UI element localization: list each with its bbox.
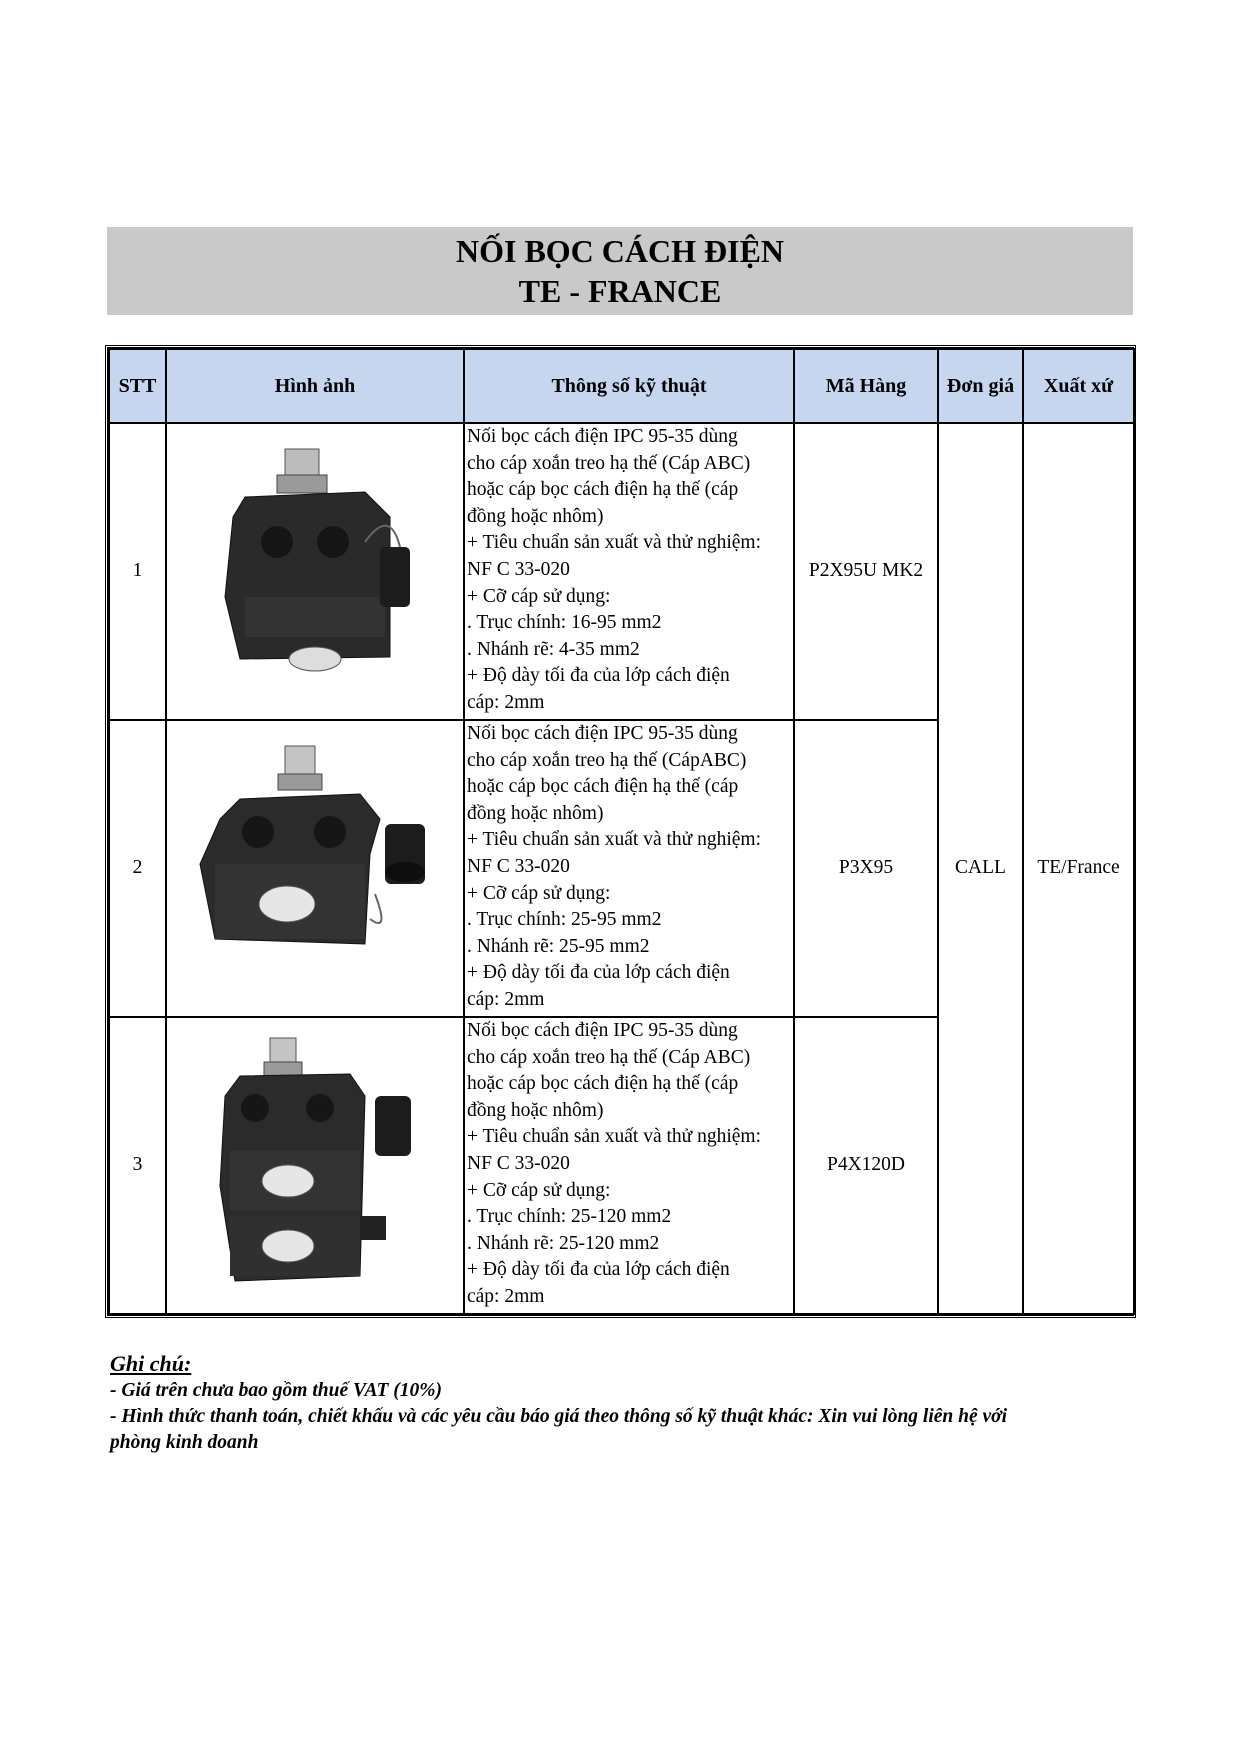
col-header-image: Hình ảnh	[166, 349, 464, 423]
spec-line: + Tiêu chuẩn sản xuất và thử nghiệm:	[467, 1126, 761, 1148]
spec-line: cáp: 2mm	[467, 1285, 545, 1307]
spec-line: NF C 33-020	[467, 855, 570, 877]
spec-line: + Tiêu chuẩn sản xuất và thử nghiệm:	[467, 829, 761, 851]
spec-line: . Trục chính: 25-95 mm2	[467, 909, 662, 931]
connector-p3x95-image	[190, 744, 440, 984]
spec-cell	[464, 1017, 794, 1314]
spec-line: + Độ dày tối đa của lớp cách điện	[467, 1259, 730, 1281]
table-header-row	[109, 349, 1134, 423]
product-image	[166, 720, 464, 1017]
col-header-spec: Thông số kỹ thuật	[464, 349, 794, 423]
spec-line: cho cáp xoắn treo hạ thế (Cáp ABC)	[467, 452, 751, 474]
row-stt: 1	[109, 423, 166, 720]
spec-line: hoặc cáp bọc cách điện hạ thế (cáp	[467, 776, 739, 798]
col-header-price: Đơn giá	[938, 349, 1023, 423]
connector-p2x95-image	[215, 447, 415, 687]
spec-line: . Nhánh rẽ: 25-120 mm2	[467, 1232, 660, 1254]
spec-line: . Nhánh rẽ: 25-95 mm2	[467, 935, 650, 957]
origin-cell: TE/France	[1023, 423, 1134, 1314]
spec-line: cáp: 2mm	[467, 691, 545, 713]
spec-line: Nối bọc cách điện IPC 95-35 dùng	[467, 426, 738, 447]
product-image	[166, 1017, 464, 1314]
spec-line: + Cỡ cáp sử dụng:	[467, 585, 611, 607]
spec-line: . Trục chính: 16-95 mm2	[467, 612, 662, 634]
product-code: P4X120D	[794, 1017, 938, 1314]
spec-cell	[464, 423, 794, 720]
product-code: P3X95	[794, 720, 938, 1017]
product-table-frame	[105, 345, 1136, 1318]
spec-line: hoặc cáp bọc cách điện hạ thế (cáp	[467, 1073, 739, 1095]
spec-cell	[464, 720, 794, 1017]
product-image	[166, 423, 464, 720]
product-code: P2X95U MK2	[794, 423, 938, 720]
spec-line: + Độ dày tối đa của lớp cách điện	[467, 665, 730, 687]
spec-line: hoặc cáp bọc cách điện hạ thế (cáp	[467, 479, 739, 501]
col-header-code: Mã Hàng	[794, 349, 938, 423]
spec-line: Nối bọc cách điện IPC 95-35 dùng	[467, 723, 738, 744]
spec-line: . Nhánh rẽ: 4-35 mm2	[467, 638, 640, 660]
spec-line: cho cáp xoắn treo hạ thế (Cáp ABC)	[467, 1046, 751, 1068]
page-subtitle: TE - FRANCE	[518, 273, 722, 309]
row-stt: 3	[109, 1017, 166, 1314]
row-stt: 2	[109, 720, 166, 1017]
note-payment: - Hình thức thanh toán, chiết khấu và các yêu cầu báo giá theo thông số kỹ thuật khác: Xin vui lòng liên hệ với	[110, 1406, 1008, 1427]
spec-line: Nối bọc cách điện IPC 95-35 dùng	[467, 1020, 738, 1041]
connector-p4x120d-image	[200, 1036, 430, 1286]
title-banner	[107, 227, 1133, 315]
notes-title: Ghi chú:	[110, 1351, 192, 1376]
col-header-origin: Xuất xứ	[1023, 349, 1134, 423]
spec-line: đồng hoặc nhôm)	[467, 505, 604, 527]
spec-line: cáp: 2mm	[467, 988, 545, 1010]
note-vat: - Giá trên chưa bao gồm thuế VAT (10%)	[110, 1380, 442, 1401]
spec-line: đồng hoặc nhôm)	[467, 802, 604, 824]
spec-line: + Độ dày tối đa của lớp cách điện	[467, 962, 730, 984]
price-cell: CALL	[938, 423, 1023, 1314]
notes-section	[110, 1350, 1120, 1456]
spec-line: NF C 33-020	[467, 1152, 570, 1174]
note-payment-cont: phòng kinh doanh	[110, 1432, 259, 1453]
spec-line: + Cỡ cáp sử dụng:	[467, 1179, 611, 1201]
spec-line: + Tiêu chuẩn sản xuất và thử nghiệm:	[467, 532, 761, 554]
spec-line: đồng hoặc nhôm)	[467, 1099, 604, 1121]
page-title: NỐI BỌC CÁCH ĐIỆN	[455, 233, 785, 269]
spec-line: . Trục chính: 25-120 mm2	[467, 1206, 672, 1228]
spec-line: + Cỡ cáp sử dụng:	[467, 882, 611, 904]
table-row	[109, 423, 1134, 720]
product-table	[108, 348, 1135, 1315]
spec-line: NF C 33-020	[467, 558, 570, 580]
col-header-stt: STT	[109, 349, 166, 423]
spec-line: cho cáp xoắn treo hạ thế (CápABC)	[467, 749, 747, 771]
